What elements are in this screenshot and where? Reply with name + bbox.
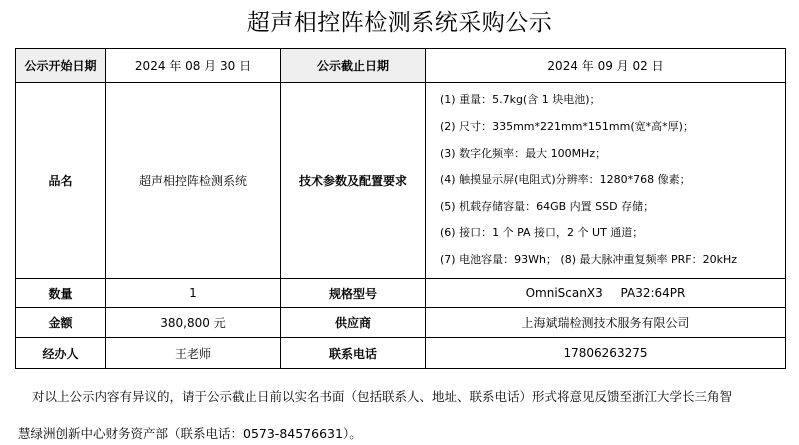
row-quantity (16, 279, 786, 308)
model-label: 规格型号 (281, 279, 426, 308)
spec-item: (4) 触摸显示屏(电阻式)分辨率：1280*768 像素； (440, 173, 691, 187)
notice-table (15, 48, 786, 369)
start-date-label: 公示开始日期 (16, 49, 106, 83)
end-date-value: 2024 年 09 月 02 日 (426, 49, 786, 83)
phone-value: 17806263275 (426, 338, 786, 369)
amount-label: 金额 (16, 308, 106, 338)
footer-note-line2: 慧绿洲创新中心财务资产部（联系电话：0573-84576631）。 (18, 426, 362, 441)
quantity-label: 数量 (16, 279, 106, 308)
product-value: 超声相控阵检测系统 (106, 83, 281, 279)
product-label: 品名 (16, 83, 106, 279)
amount-value: 380,800 元 (106, 308, 281, 338)
row-dates (16, 49, 786, 83)
spec-item: (7) 电池容量：93Wh； (8) 最大脉冲重复频率 PRF：20kHz (440, 252, 738, 266)
end-date-label: 公示截止日期 (281, 49, 426, 83)
supplier-value: 上海斌瑞检测技术服务有限公司 (426, 308, 786, 338)
quantity-value: 1 (106, 279, 281, 308)
row-amount (16, 308, 786, 338)
spec-item: (3) 数字化频率：最大 100MHz； (440, 146, 607, 160)
spec-label: 技术参数及配置要求 (281, 83, 426, 279)
spec-item: (2) 尺寸：335mm*221mm*151mm(宽*高*厚)； (440, 120, 694, 134)
spec-item: (1) 重量：5.7kg(含 1 块电池)； (440, 93, 601, 107)
page-title: 超声相控阵检测系统采购公示 (246, 10, 553, 36)
handler-value: 王老师 (106, 338, 281, 369)
spec-cell (426, 83, 786, 279)
model-value: OmniScanX3 PA32:64PR (426, 279, 786, 308)
row-handler (16, 338, 786, 369)
spec-item: (5) 机载存储容量：64GB 内置 SSD 存储； (440, 199, 655, 213)
phone-label: 联系电话 (281, 338, 426, 369)
footer-note-line1: 对以上公示内容有异议的，请于公示截止日前以实名书面（包括联系人、地址、联系电话）形式将意见反馈至浙江大学长三角智 (32, 389, 733, 404)
handler-label: 经办人 (16, 338, 106, 369)
row-product (16, 83, 786, 279)
spec-item: (6) 接口：1 个 PA 接口，2 个 UT 通道； (440, 226, 644, 240)
supplier-label: 供应商 (281, 308, 426, 338)
spec-list (426, 87, 785, 273)
start-date-value: 2024 年 08 月 30 日 (106, 49, 281, 83)
